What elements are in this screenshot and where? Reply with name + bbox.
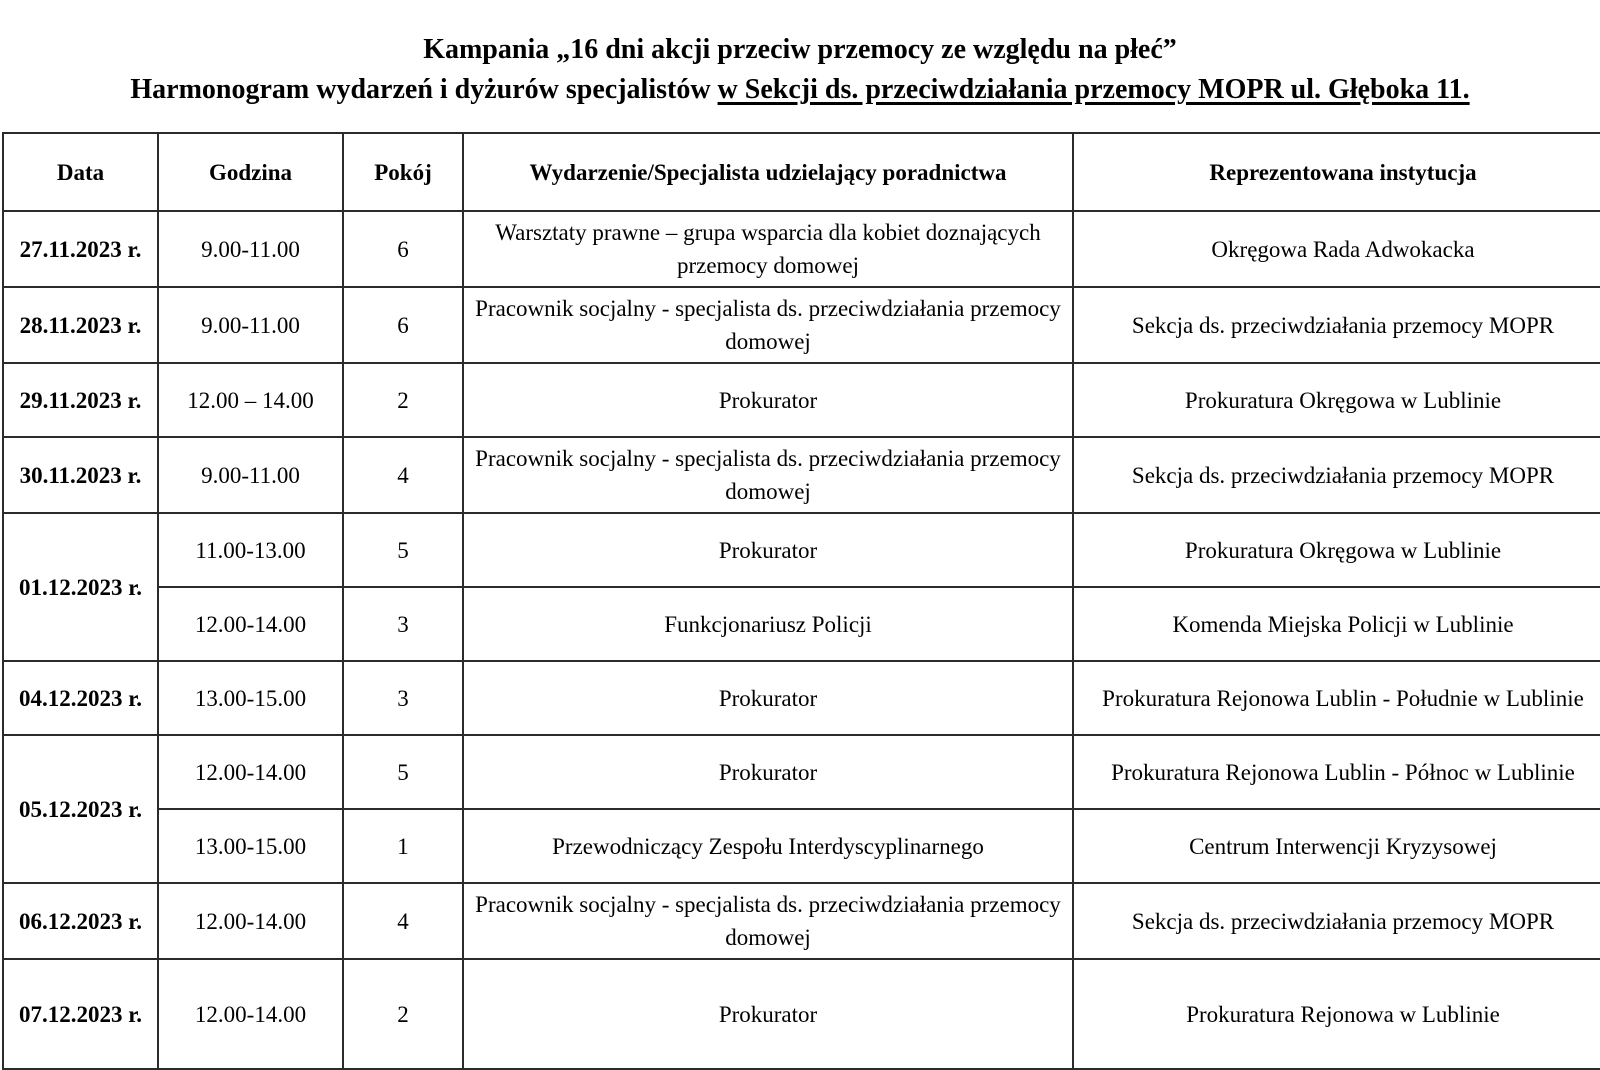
date-cell: 28.11.2023 r. — [3, 287, 158, 363]
schedule-table — [2, 132, 1600, 1070]
institution-cell: Prokuratura Rejonowa Lublin - Południe w Lublinie — [1073, 661, 1600, 735]
institution-cell: Prokuratura Rejonowa w Lublinie — [1073, 959, 1600, 1069]
date-cell: 06.12.2023 r. — [3, 883, 158, 959]
event-cell: Prokurator — [463, 735, 1073, 809]
room-cell: 2 — [343, 363, 463, 437]
header-godzina: Godzina — [158, 133, 343, 211]
event-cell: Prokurator — [463, 513, 1073, 587]
title-line-2 — [0, 70, 1600, 110]
event-cell: Prokurator — [463, 661, 1073, 735]
table-row — [3, 959, 1600, 1069]
time-cell: 12.00-14.00 — [158, 587, 343, 661]
event-cell: Funkcjonariusz Policji — [463, 587, 1073, 661]
time-cell: 12.00-14.00 — [158, 883, 343, 959]
institution-cell: Komenda Miejska Policji w Lublinie — [1073, 587, 1600, 661]
date-cell: 04.12.2023 r. — [3, 661, 158, 735]
room-cell: 4 — [343, 883, 463, 959]
schedule-table-body — [3, 211, 1600, 1069]
time-cell: 9.00-11.00 — [158, 437, 343, 513]
institution-cell: Prokuratura Okręgowa w Lublinie — [1073, 513, 1600, 587]
date-cell: 27.11.2023 r. — [3, 211, 158, 287]
table-row — [3, 211, 1600, 287]
time-cell: 12.00-14.00 — [158, 735, 343, 809]
title-line-2-plain: Harmonogram wydarzeń i dyżurów specjalistów — [130, 74, 718, 105]
table-row — [3, 513, 1600, 587]
header-instytucja: Reprezentowana instytucja — [1073, 133, 1600, 211]
institution-cell: Prokuratura Rejonowa Lublin - Północ w Lublinie — [1073, 735, 1600, 809]
room-cell: 5 — [343, 735, 463, 809]
institution-cell: Centrum Interwencji Kryzysowej — [1073, 809, 1600, 883]
title-line-1: Kampania „16 dni akcji przeciw przemocy ze względu na płeć” — [423, 34, 1177, 65]
institution-cell: Sekcja ds. przeciwdziałania przemocy MOPR — [1073, 883, 1600, 959]
document-title — [0, 0, 1600, 110]
table-row — [3, 883, 1600, 959]
room-cell: 2 — [343, 959, 463, 1069]
event-cell: Prokurator — [463, 363, 1073, 437]
date-cell: 29.11.2023 r. — [3, 363, 158, 437]
room-cell: 1 — [343, 809, 463, 883]
date-cell: 30.11.2023 r. — [3, 437, 158, 513]
time-cell: 9.00-11.00 — [158, 287, 343, 363]
room-cell: 6 — [343, 287, 463, 363]
room-cell: 3 — [343, 587, 463, 661]
room-cell: 3 — [343, 661, 463, 735]
time-cell: 11.00-13.00 — [158, 513, 343, 587]
institution-cell: Okręgowa Rada Adwokacka — [1073, 211, 1600, 287]
date-cell: 05.12.2023 r. — [3, 735, 158, 883]
table-row — [3, 437, 1600, 513]
event-cell: Pracownik socjalny - specjalista ds. przeciwdziałania przemocy domowej — [463, 883, 1073, 959]
table-row — [3, 287, 1600, 363]
time-cell: 12.00 – 14.00 — [158, 363, 343, 437]
date-cell: 07.12.2023 r. — [3, 959, 158, 1069]
room-cell: 4 — [343, 437, 463, 513]
time-cell: 12.00-14.00 — [158, 959, 343, 1069]
event-cell: Pracownik socjalny - specjalista ds. przeciwdziałania przemocy domowej — [463, 287, 1073, 363]
time-cell: 9.00-11.00 — [158, 211, 343, 287]
header-data: Data — [3, 133, 158, 211]
institution-cell: Prokuratura Okręgowa w Lublinie — [1073, 363, 1600, 437]
header-pokoj: Pokój — [343, 133, 463, 211]
table-row — [3, 363, 1600, 437]
time-cell: 13.00-15.00 — [158, 809, 343, 883]
table-row — [3, 809, 1600, 883]
event-cell: Pracownik socjalny - specjalista ds. przeciwdziałania przemocy domowej — [463, 437, 1073, 513]
title-line-2-underlined: w Sekcji ds. przeciwdziałania przemocy MOPR ul. Głęboka 11. — [717, 74, 1470, 105]
event-cell: Przewodniczący Zespołu Interdyscyplinarnego — [463, 809, 1073, 883]
header-wydarzenie: Wydarzenie/Specjalista udzielający poradnictwa — [463, 133, 1073, 211]
event-cell: Warsztaty prawne – grupa wsparcia dla kobiet doznających przemocy domowej — [463, 211, 1073, 287]
institution-cell: Sekcja ds. przeciwdziałania przemocy MOPR — [1073, 437, 1600, 513]
table-row — [3, 735, 1600, 809]
table-row — [3, 587, 1600, 661]
table-header-row — [3, 133, 1600, 211]
room-cell: 5 — [343, 513, 463, 587]
institution-cell: Sekcja ds. przeciwdziałania przemocy MOPR — [1073, 287, 1600, 363]
event-cell: Prokurator — [463, 959, 1073, 1069]
date-cell: 01.12.2023 r. — [3, 513, 158, 661]
table-row — [3, 661, 1600, 735]
time-cell: 13.00-15.00 — [158, 661, 343, 735]
room-cell: 6 — [343, 211, 463, 287]
